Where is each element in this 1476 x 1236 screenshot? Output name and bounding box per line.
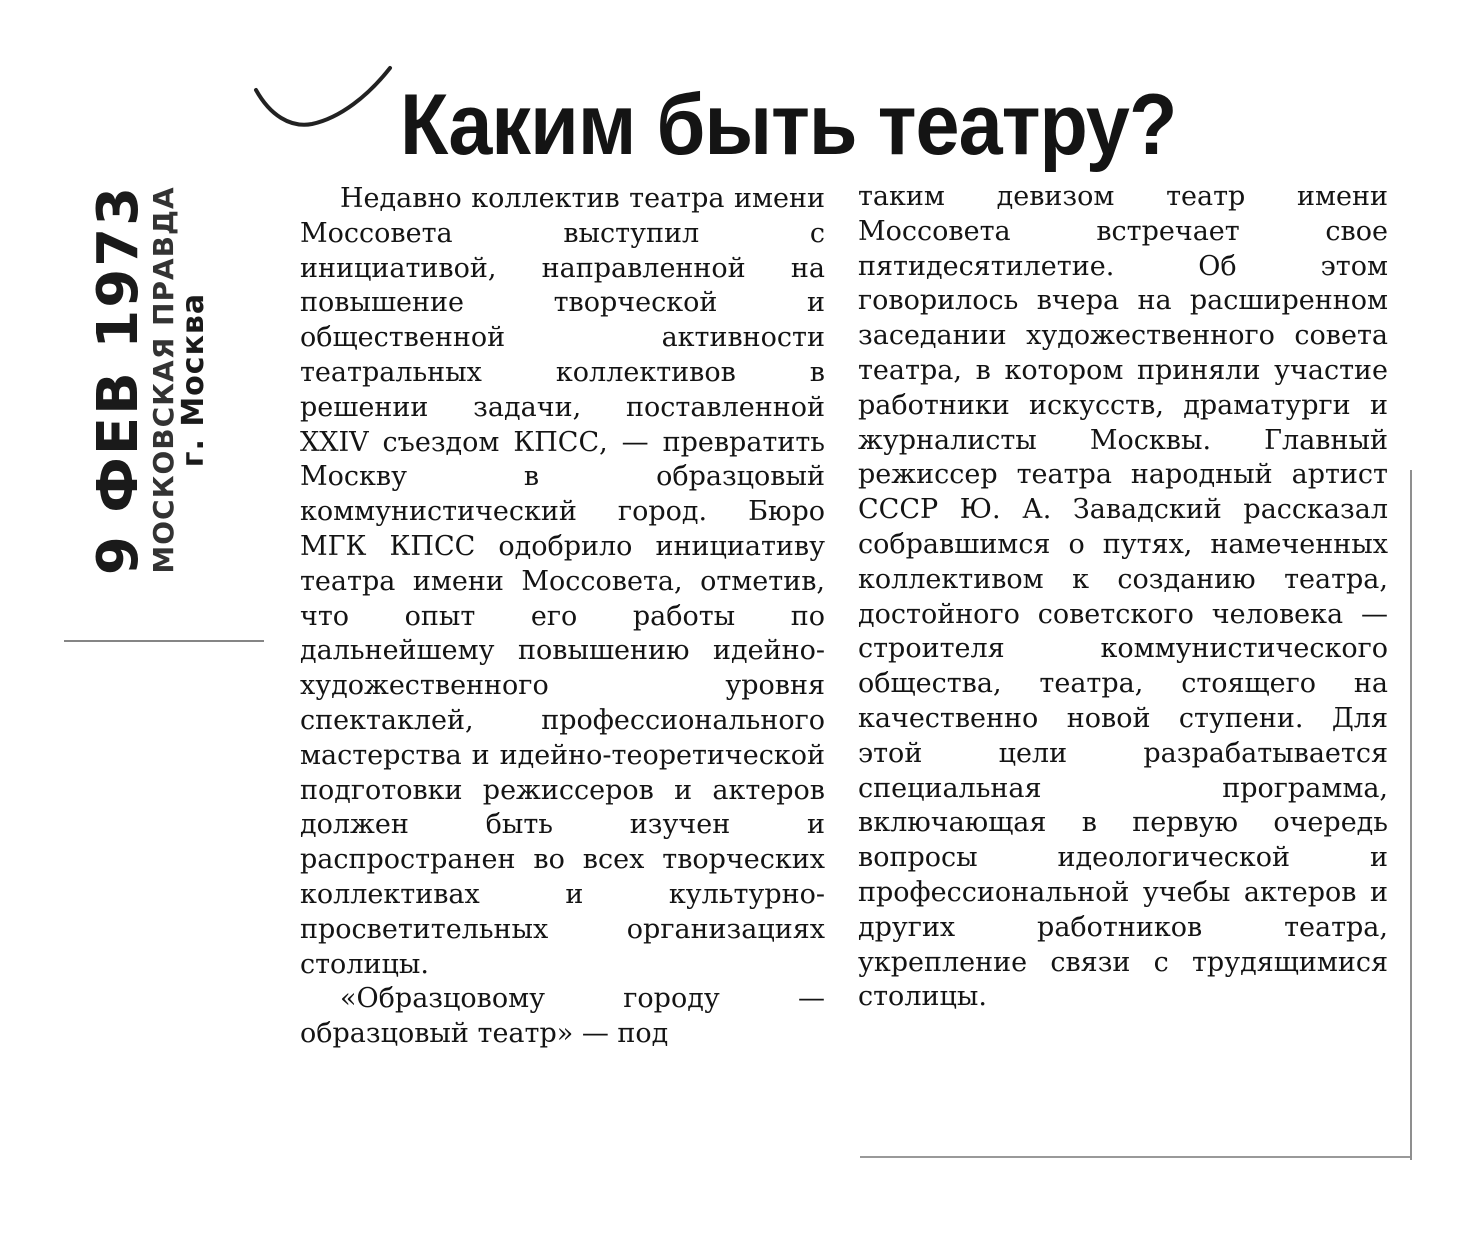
clipping-edge-bottom — [860, 1156, 1410, 1158]
stamp-newspaper-name: МОСКОВСКАЯ ПРАВДА — [146, 186, 180, 574]
article-paragraph: «Образцовому городу — образцовый театр» — под — [300, 983, 825, 1050]
clipping-edge-right — [1410, 470, 1412, 1160]
handwritten-checkmark-icon — [250, 60, 400, 140]
stamp-city: г. Москва — [176, 292, 212, 468]
article-column-right — [858, 180, 1388, 1015]
article-paragraph: Недавно коллектив театра имени Моссовета выступил с инициативой, направленной на повышение творческой и общественной активности театральных коллективов в решении задачи, поставленной XXIV съездом КПСС, — превратить Москву в образцовый коммунистический город. Бюро МГК КПСС одобрило инициативу театра имени Моссовета, отметив, что опыт его работы по дальнейшему повышению идейно-художественного уровня спектаклей, профессионального мастерства и идейно-теоретической подготовки режиссеров и актеров должен быть изучен и распространен во всех творческих коллективах и культурно-просветительных организациях столицы. — [300, 183, 825, 980]
stamp-date: 9 ФЕВ 1973 — [86, 184, 152, 576]
article-column-left — [300, 182, 825, 1052]
stamp-underline — [64, 640, 264, 642]
date-stamp — [85, 120, 215, 640]
article-headline: Каким быть театру? — [400, 77, 1177, 173]
article-paragraph: таким девизом театр имени Моссовета встречает свое пятидесятилетие. Об этом говорилось вчера на расширенном заседании художественного совета театра, в котором приняли участие работники искусств, драматурги и журналисты Москвы. Главный режиссер театра народный артист СССР Ю. А. Завадский рассказал собравшимся о путях, намеченных коллективом к созданию театра, достойного советского человека — строителя коммунистического общества, театра, стоящего на качественно новой ступени. Для этой цели разрабатывается специальная программа, включающая в первую очередь вопросы идеологической и профессиональной учебы актеров и других работников театра, укрепление связи с трудящимися столицы. — [858, 181, 1388, 1013]
